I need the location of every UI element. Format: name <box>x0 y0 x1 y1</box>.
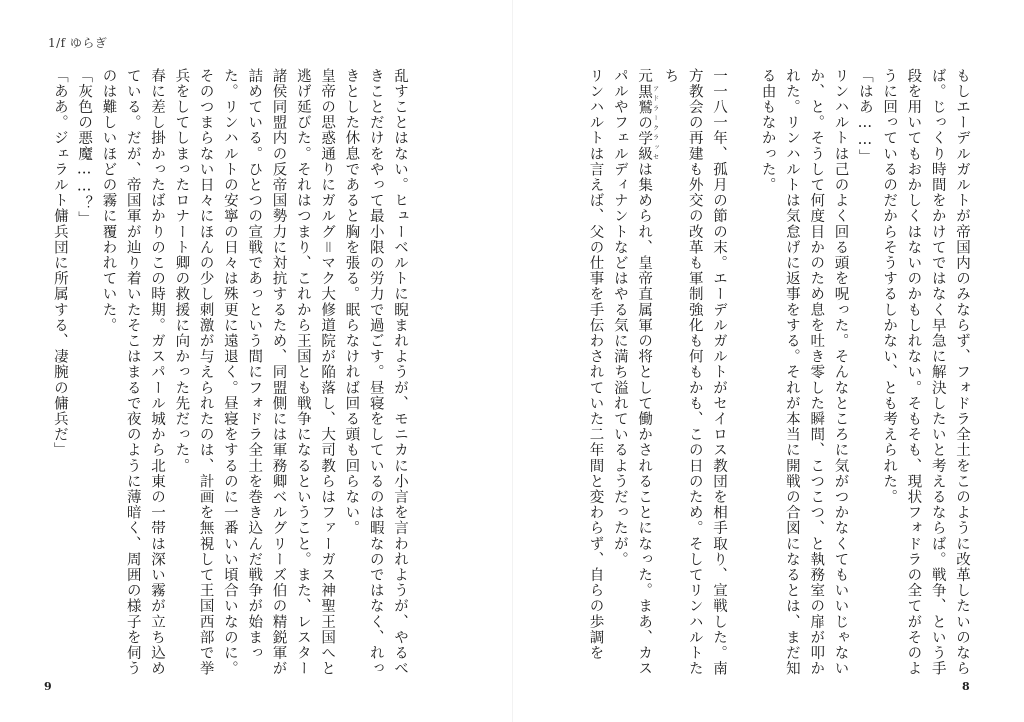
ruby-reading: アドラークラッセ <box>651 83 659 162</box>
ruby-text: 黒鷲の学級 アドラークラッセ <box>636 83 659 162</box>
paragraph: 「はあ……」 <box>856 68 873 165</box>
section-break <box>731 68 755 680</box>
page-number-left: 9 <box>44 680 52 693</box>
paragraph: リンハルトは己のよく回る頭を呪った。そんなところに気がつかなくてもいいじゃないか、と。そうして何度目かのため息を吐き零した瞬間、こつこつ、と執務室の扉が叩かれた。リンハルトは気怠げに返事をする。それが本当に開戦の合図になるとは、まだ知る由もなかった。 <box>759 68 849 677</box>
paragraph: リンハルトは言えば、父の仕事を手伝わされていた二年間と変わらず、自らの歩調を <box>587 68 604 661</box>
paragraph-continuation: は集められ、皇帝直属軍の将として働かされることになった。まあ、カスパルやフェルディナントなどはやる気に満ち溢れているようだったが。 <box>611 68 653 677</box>
running-header-title: 1/f ゆらぎ <box>48 36 108 50</box>
paragraph-with-ruby <box>608 68 659 680</box>
page-number-right: 8 <box>962 680 970 693</box>
paragraph: 「灰色の悪魔……？」 <box>76 68 93 227</box>
paragraph: そのつまらない日々にほんの少し刺激が与えられたのは、計画を無視して王国西部で挙兵をしてしまったロナート卿の救援に向かった先だった。 <box>173 68 214 677</box>
paragraph: 「ああ。ジェラルト傭兵団に所属する、凄腕の傭兵だ」 <box>51 68 68 458</box>
paragraph: 皇帝の思惑通りにガルグ＝マク大修道院が陥落し、大司教らはファーガス神聖王国へと逃げ延びた。それはつまり、これから王国とも戦争になるということ。また、レスター諸侯同盟内の反帝国勢力に対抗するため、同盟側には軍務卿ベルグリーズ伯の精鋭軍が詰めている。ひとつの宣戦であっという間にフォドラ全土を巻き込んだ戦争が始まった。リンハルトの安寧の日々は殊更に遠退く。昼寝をするのに一番いい頃合いなのに。 <box>221 68 336 677</box>
right-page-body <box>587 68 974 680</box>
paragraph: もしエーデルガルトが帝国内のみならず、フォドラ全土をこのように改革したいのならば。じっくり時間をかけてではなく早急に解決したいと考えるならば。戦争、という手段を用いてもおかしくはないのかもしれない。そもそも、現状フォドラの全てがそのように回っているのだからそうするしかない、とも考えられた。 <box>881 68 970 677</box>
ruby-prefix: 元 <box>636 68 653 84</box>
paragraph: 春に差し掛かったばかりのこの時期。ガスパール城から北東の一帯は深い霧が立ち込めている。だが、帝国軍が辿り着いたそこはまるで夜のように薄暗く、周囲の様子を伺うのは難しいほどの霧に覆われていた。 <box>100 68 166 677</box>
paragraph: 乱すことはない。ヒューベルトに睨まれようが、モニカに小言を言われようが、やるべきことだけをやって最小限の労力で過ごす。昼寝をしているのは暇なのではなく、れっきとした休息であると胸を張る。眠らなければ回る頭も回らない。 <box>343 68 408 677</box>
paragraph: 一一八一年、孤月の節の末。エーデルガルトがセイロス教団を相手取り、宣戦した。南方教会の再建も外交の改革も軍制強化も何もかも、この日のため。そしてリンハルトたち <box>662 68 728 677</box>
gutter-divider <box>512 0 513 722</box>
left-page-body <box>52 68 412 680</box>
